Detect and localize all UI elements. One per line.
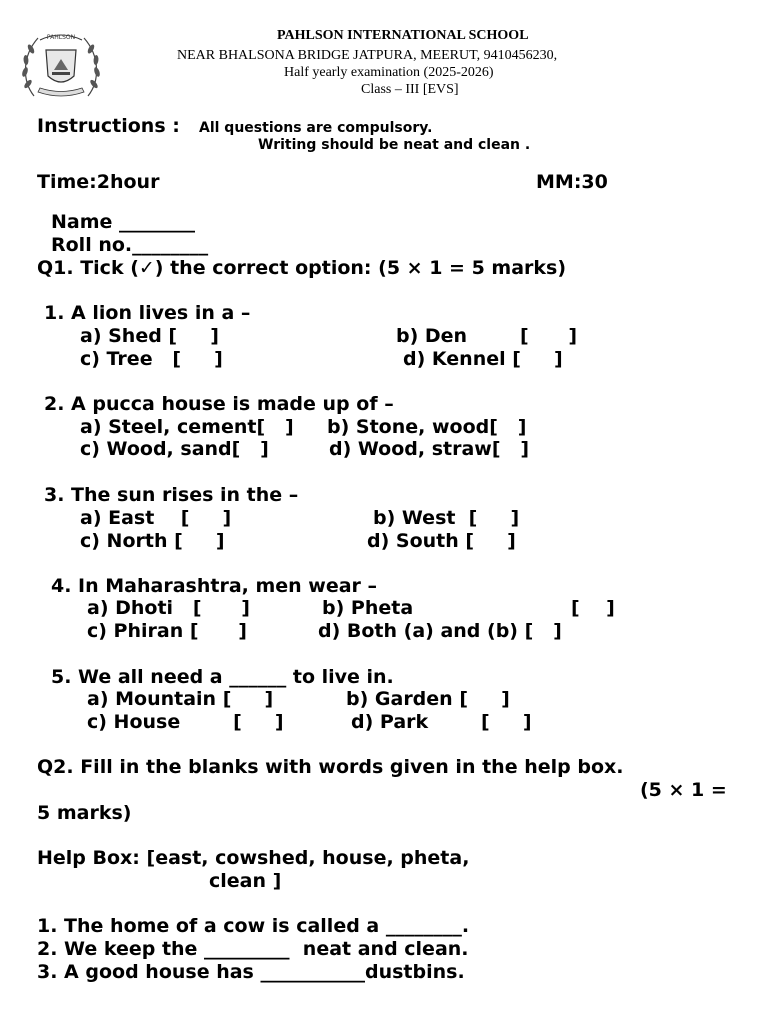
q1-item-5-option-c: c) House [ ] <box>87 711 284 733</box>
q1-item-5-question: 5. We all need a ______ to live in. <box>51 666 394 688</box>
q1-item-2-option-a: a) Steel, cement[ ] <box>80 416 294 438</box>
name-field: Name ________ <box>51 211 196 233</box>
svg-text:PAHLSON: PAHLSON <box>46 34 76 41</box>
q1-item-3-option-d: d) South [ ] <box>367 530 516 552</box>
school-logo <box>16 26 106 102</box>
school-name: PAHLSON INTERNATIONAL SCHOOL <box>277 28 529 43</box>
q2-marks-line-2: 5 marks) <box>37 802 132 824</box>
q1-heading: Q1. Tick (✓) the correct option: (5 × 1 = 5 marks) <box>37 257 567 279</box>
q1-item-2-question: 2. A pucca house is made up of – <box>44 393 394 415</box>
q1-item-1-option-b: b) Den [ ] <box>396 325 578 347</box>
time-label: Time:2hour <box>37 171 160 193</box>
q1-item-2-option-c: c) Wood, sand[ ] <box>80 438 269 460</box>
help-box-line-2: clean ] <box>209 870 282 892</box>
q1-item-4-option-c: c) Phiran [ ] <box>87 620 247 642</box>
q1-item-3-option-a: a) East [ ] <box>80 507 232 529</box>
q2-heading: Q2. Fill in the blanks with words given in the help box. <box>37 756 624 778</box>
max-marks-label: MM:30 <box>536 171 608 193</box>
q1-item-1-option-d: d) Kennel [ ] <box>403 348 563 370</box>
instruction-line-1: All questions are compulsory. <box>199 120 433 136</box>
q1-item-5-option-b: b) Garden [ ] <box>346 688 510 710</box>
q2-sentence-1: 1. The home of a cow is called a ________. <box>37 915 470 937</box>
q1-item-2-option-d: d) Wood, straw[ ] <box>329 438 530 460</box>
q1-item-4-option-d: d) Both (a) and (b) [ ] <box>318 620 562 642</box>
q1-item-1-question: 1. A lion lives in a – <box>44 302 251 324</box>
q1-item-4-option-b-box: [ ] <box>571 597 615 619</box>
q1-item-2-option-b: b) Stone, wood[ ] <box>327 416 527 438</box>
exam-title: Half yearly examination (2025-2026) <box>284 65 494 80</box>
q1-item-3-question: 3. The sun rises in the – <box>44 484 299 506</box>
q1-item-4-question: 4. In Maharashtra, men wear – <box>51 575 378 597</box>
q1-item-4-option-b: b) Pheta <box>322 597 414 619</box>
school-address: NEAR BHALSONA BRIDGE JATPURA, MEERUT, 9410456230, <box>177 48 558 63</box>
q1-item-3-option-c: c) North [ ] <box>80 530 225 552</box>
q1-item-5-option-a: a) Mountain [ ] <box>87 688 274 710</box>
q1-item-1-option-a: a) Shed [ ] <box>80 325 219 347</box>
q1-item-3-option-b: b) West [ ] <box>373 507 520 529</box>
q1-item-4-option-a: a) Dhoti [ ] <box>87 597 250 619</box>
help-box-line-1: Help Box: [east, cowshed, house, pheta, <box>37 847 470 869</box>
instructions-label: Instructions : <box>37 115 180 137</box>
instruction-line-2: Writing should be neat and clean . <box>258 137 531 153</box>
q2-sentence-2: 2. We keep the _________ neat and clean. <box>37 938 469 960</box>
roll-field: Roll no.________ <box>51 234 209 256</box>
q1-item-1-option-c: c) Tree [ ] <box>80 348 223 370</box>
q1-item-5-option-d: d) Park [ ] <box>351 711 532 733</box>
q2-sentence-3: 3. A good house has ___________dustbins. <box>37 961 465 983</box>
q2-marks-line-1: (5 × 1 = <box>640 779 727 801</box>
class-title: Class – III [EVS] <box>361 82 459 97</box>
